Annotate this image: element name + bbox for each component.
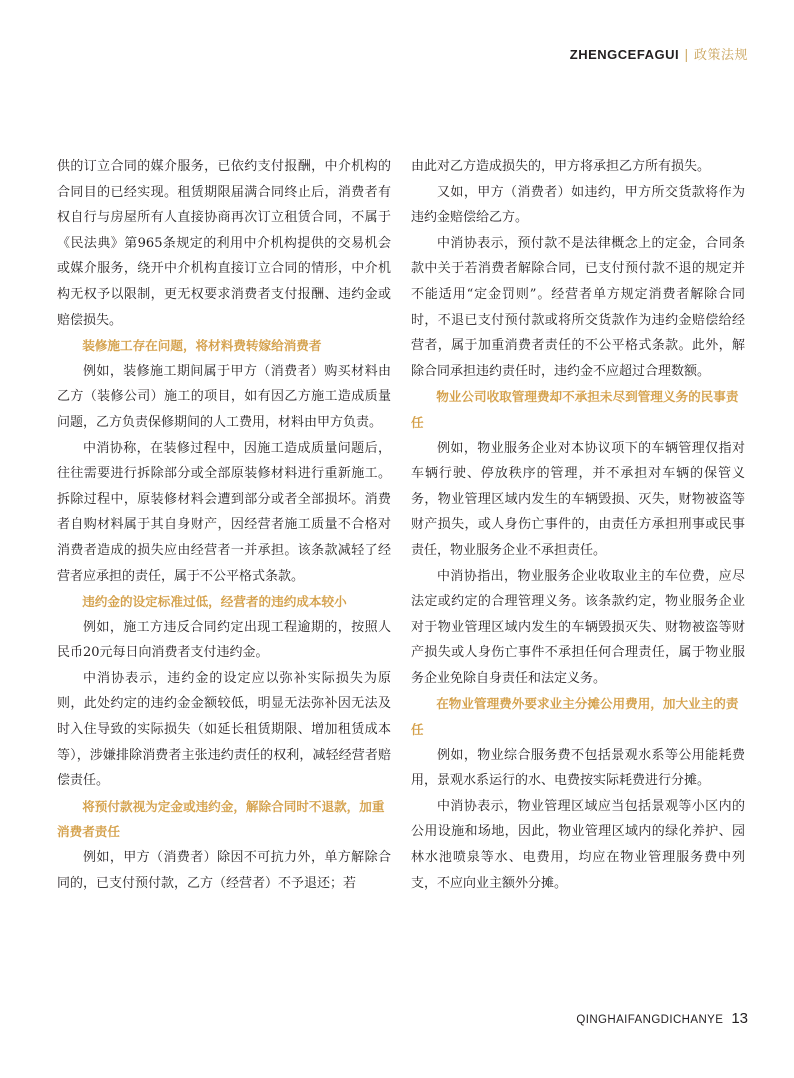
paragraph: 中消协指出，物业服务企业收取业主的车位费，应尽法定或约定的合理管理义务。该条款约定，物业服务企业对于物业管理区域内发生的车辆毁损灭失、财物被盗等财产损失或人身伤亡事件不承担任何合理责任，属于物业服务企业免除自身责任和法定义务。 (411, 568, 745, 686)
section-heading: 装修施工存在问题，将材料费转嫁给消费者 (82, 338, 322, 354)
magazine-name: QINGHAIFANGDICHANYE (576, 1014, 724, 1026)
paragraph: 例如，甲方（消费者）除因不可抗力外，单方解除合同的，已支付预付款，乙方（经营者）不予退还；若 (57, 850, 391, 891)
paragraph: 又如，甲方（消费者）如违约，甲方所交货款将作为违约金赔偿给乙方。 (411, 184, 745, 226)
section-heading: 违约金的设定标准过低，经营者的违约成本较小 (82, 594, 347, 610)
paragraph: 供的订立合同的媒介服务，已依约支付报酬，中介机构的合同目的已经实现。租赁期限届满合同终止后，消费者有权自行与房屋所有人直接协商再次订立租赁合同，不属于《民法典》第965条规定的利用中介机构提供的交易机会或媒介服务，绕开中介机构直接订立合同的情形，中介机构无权予以限制，更无权要求消费者支付报酬、违约金或赔偿损失。 (57, 159, 391, 328)
header-separator: | (684, 48, 689, 63)
paragraph: 例如，施工方违反合同约定出现工程逾期的，按照人民币20元每日向消费者支付违约金。 (57, 619, 391, 661)
paragraph: 中消协称，在装修过程中，因施工造成质量问题后，往往需要进行拆除部分或全部原装修材料进行重新施工。拆除过程中，原装修材料会遭到部分或者全部损坏。消费者自购材料属于其自身财产，因经营者施工质量不合格对消费者造成的损失应由经营者一并承担。该条款减轻了经营者应承担的责任，属于不公平格式条款。 (57, 440, 391, 584)
section-heading: 物业公司收取管理费却不承担未尽到管理义务的民事责任 (411, 389, 739, 430)
header-section-en: ZHENGCEFAGUI (569, 47, 680, 62)
paragraph: 例如，装修施工期间属于甲方（消费者）购买材料由乙方（装修公司）施工的项目，如有因乙方施工造成质量问题，乙方负责保修期间的人工费用，材料由甲方负责。 (57, 363, 391, 430)
page-number: 13 (731, 1010, 748, 1027)
paragraph: 例如，物业服务企业对本协议项下的车辆管理仅指对车辆行驶、停放秩序的管理，并不承担对车辆的保管义务，物业管理区域内发生的车辆毁损、灭失，财物被盗等财产损失，或人身伤亡事件的，由责任方承担刑事或民事责任，物业服务企业不承担责任。 (411, 440, 745, 558)
left-column (57, 154, 391, 896)
section-heading: 将预付款视为定金或违约金，解除合同时不退款，加重消费者责任 (57, 798, 385, 840)
paragraph: 中消协表示，预付款不是法律概念上的定金，合同条款中关于若消费者解除合同，已支付预付款不退的规定并不能适用“定金罚则”。经营者单方规定消费者解除合同时，不退已支付预付款或将所交货款作为违约金赔偿给经营者，属于加重消费者责任的不公平格式条款。此外，解除合同承担违约责任时，违约金不应超过合理数额。 (411, 235, 745, 379)
section-heading: 在物业管理费外要求业主分摊公用费用，加大业主的责任 (411, 696, 739, 738)
paragraph: 中消协表示，违约金的设定应以弥补实际损失为原则，此处约定的违约金金额较低，明显无法弥补因无法及时入住导致的实际损失（如延长租赁期限、增加租赁成本等），涉嫌排除消费者主张违约责任的权利，减轻经营者赔偿责任。 (57, 670, 391, 789)
page-header (570, 44, 748, 63)
page-footer (576, 1010, 748, 1028)
paragraph: 由此对乙方造成损失的，甲方将承担乙方所有损失。 (411, 159, 711, 174)
header-section-cn: 政策法规 (693, 48, 748, 63)
paragraph: 例如，物业综合服务费不包括景观水系等公用能耗费用，景观水系运行的水、电费按实际耗费进行分摊。 (411, 747, 745, 789)
paragraph: 中消协表示，物业管理区域应当包括景观等小区内的公用设施和场地，因此，物业管理区域内的绿化养护、园林水池喷泉等水、电费用，均应在物业管理服务费中列支，不应向业主额外分摊。 (411, 798, 745, 891)
right-column (411, 154, 745, 896)
